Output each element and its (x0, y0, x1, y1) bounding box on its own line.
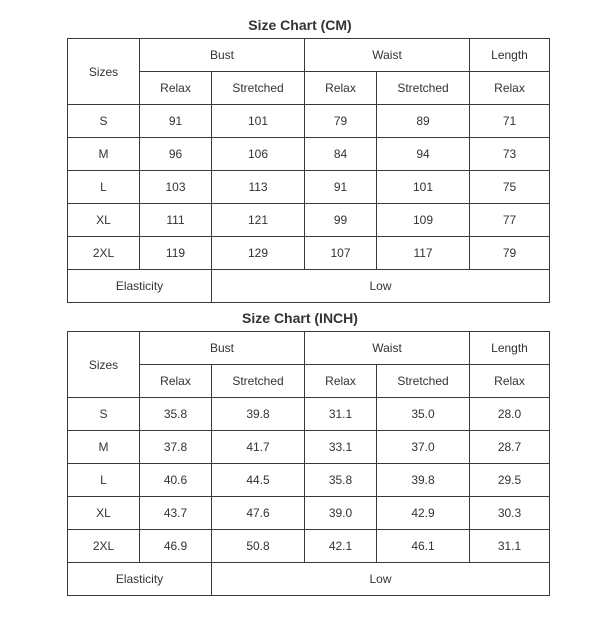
waist-stretched-cell: 37.0 (377, 431, 470, 464)
bust-stretched-cell: 106 (212, 138, 305, 171)
size-cell: S (68, 105, 140, 138)
table-row (68, 464, 550, 497)
waist-relax-header: Relax (305, 365, 377, 398)
length-cell: 79 (470, 237, 550, 270)
waist-relax-cell: 33.1 (305, 431, 377, 464)
bust-relax-cell: 103 (140, 171, 212, 204)
waist-relax-cell: 99 (305, 204, 377, 237)
length-relax-header: Relax (470, 72, 550, 105)
length-relax-header: Relax (470, 365, 550, 398)
size-cell: XL (68, 204, 140, 237)
bust-stretched-cell: 113 (212, 171, 305, 204)
bust-header: Bust (140, 39, 305, 72)
waist-stretched-cell: 109 (377, 204, 470, 237)
bust-relax-cell: 91 (140, 105, 212, 138)
length-header: Length (470, 332, 550, 365)
bust-stretched-cell: 121 (212, 204, 305, 237)
waist-relax-cell: 42.1 (305, 530, 377, 563)
waist-stretched-cell: 46.1 (377, 530, 470, 563)
bust-relax-cell: 43.7 (140, 497, 212, 530)
length-cell: 75 (470, 171, 550, 204)
waist-stretched-cell: 89 (377, 105, 470, 138)
waist-stretched-header: Stretched (377, 365, 470, 398)
table-row (68, 398, 550, 431)
length-cell: 28.0 (470, 398, 550, 431)
sizes-header: Sizes (68, 39, 140, 105)
bust-relax-cell: 35.8 (140, 398, 212, 431)
waist-relax-cell: 84 (305, 138, 377, 171)
size-chart-inch-table (67, 331, 550, 596)
size-cell: 2XL (68, 530, 140, 563)
waist-relax-cell: 35.8 (305, 464, 377, 497)
bust-relax-cell: 46.9 (140, 530, 212, 563)
bust-relax-cell: 96 (140, 138, 212, 171)
bust-stretched-cell: 39.8 (212, 398, 305, 431)
table-row (68, 530, 550, 563)
bust-relax-cell: 111 (140, 204, 212, 237)
length-header: Length (470, 39, 550, 72)
waist-header: Waist (305, 332, 470, 365)
bust-stretched-cell: 47.6 (212, 497, 305, 530)
waist-stretched-header: Stretched (377, 72, 470, 105)
waist-stretched-cell: 39.8 (377, 464, 470, 497)
length-cell: 29.5 (470, 464, 550, 497)
table-row (68, 497, 550, 530)
bust-stretched-cell: 41.7 (212, 431, 305, 464)
waist-stretched-cell: 117 (377, 237, 470, 270)
size-cell: 2XL (68, 237, 140, 270)
waist-relax-cell: 107 (305, 237, 377, 270)
length-cell: 28.7 (470, 431, 550, 464)
waist-stretched-cell: 42.9 (377, 497, 470, 530)
bust-stretched-cell: 50.8 (212, 530, 305, 563)
length-cell: 30.3 (470, 497, 550, 530)
table-row (68, 138, 550, 171)
table-row (68, 105, 550, 138)
bust-stretched-cell: 129 (212, 237, 305, 270)
elasticity-row (68, 563, 550, 596)
size-cell: M (68, 138, 140, 171)
bust-relax-cell: 37.8 (140, 431, 212, 464)
elasticity-label: Elasticity (68, 563, 212, 596)
table-row (68, 431, 550, 464)
length-cell: 77 (470, 204, 550, 237)
sizes-header: Sizes (68, 332, 140, 398)
table-row (68, 171, 550, 204)
elasticity-row (68, 270, 550, 303)
table-header-row (68, 39, 550, 72)
table-row (68, 237, 550, 270)
bust-relax-header: Relax (140, 72, 212, 105)
waist-stretched-cell: 101 (377, 171, 470, 204)
waist-relax-cell: 79 (305, 105, 377, 138)
waist-relax-header: Relax (305, 72, 377, 105)
waist-stretched-cell: 94 (377, 138, 470, 171)
size-chart-cm-title: Size Chart (CM) (248, 17, 352, 33)
waist-relax-cell: 31.1 (305, 398, 377, 431)
length-cell: 31.1 (470, 530, 550, 563)
size-cell: M (68, 431, 140, 464)
bust-relax-header: Relax (140, 365, 212, 398)
elasticity-value: Low (212, 563, 550, 596)
bust-stretched-header: Stretched (212, 365, 305, 398)
elasticity-value: Low (212, 270, 550, 303)
waist-header: Waist (305, 39, 470, 72)
bust-relax-cell: 40.6 (140, 464, 212, 497)
bust-relax-cell: 119 (140, 237, 212, 270)
table-header-row (68, 332, 550, 365)
elasticity-label: Elasticity (68, 270, 212, 303)
bust-stretched-header: Stretched (212, 72, 305, 105)
size-chart-cm-table (67, 38, 550, 303)
table-row (68, 204, 550, 237)
size-cell: L (68, 171, 140, 204)
size-cell: XL (68, 497, 140, 530)
bust-stretched-cell: 44.5 (212, 464, 305, 497)
table-subheader-row (68, 72, 550, 105)
size-cell: L (68, 464, 140, 497)
size-chart-inch-title: Size Chart (INCH) (242, 310, 358, 326)
bust-stretched-cell: 101 (212, 105, 305, 138)
waist-relax-cell: 91 (305, 171, 377, 204)
size-cell: S (68, 398, 140, 431)
waist-relax-cell: 39.0 (305, 497, 377, 530)
bust-header: Bust (140, 332, 305, 365)
waist-stretched-cell: 35.0 (377, 398, 470, 431)
length-cell: 71 (470, 105, 550, 138)
length-cell: 73 (470, 138, 550, 171)
table-subheader-row (68, 365, 550, 398)
